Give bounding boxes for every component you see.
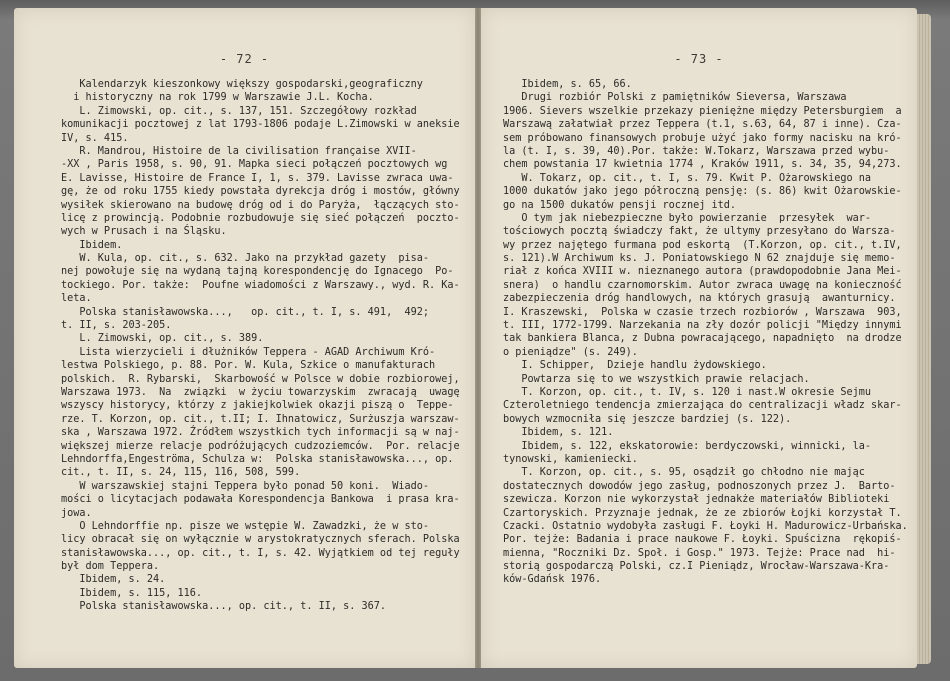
text-line: I. Schipper, Dzieje handlu żydowskiego.	[503, 360, 767, 372]
text-line: Ibidem, s. 115, 116.	[61, 587, 203, 599]
text-line: większej mierze relacje podróżujących cudzoziemców. Por. relacje	[61, 440, 460, 452]
text-line: lestwa Polskiego, p. 88. Por. W. Kula, Szkice o manufakturach	[61, 360, 436, 372]
text-line: snera) o handlu czarnomorskim. Autor zwraca uwagę na konieczność	[503, 279, 902, 291]
text-line: chem powstania 17 kwietnia 1774 , Kraków 1911, s. 34, 35, 94,273.	[503, 159, 902, 171]
text-line: tościowych pocztą świadczy fakt, że ultymy przesyłano do Warsza-	[503, 226, 896, 238]
text-line: W. Tokarz, op. cit., t. I, s. 79. Kwit P. Ożarowskiego na	[503, 172, 872, 184]
text-line: L. Zimowski, op. cit., s. 389.	[61, 333, 264, 345]
text-line: O tym jak niebezpieczne było powierzanie przesyłek war-	[503, 212, 872, 224]
text-line: Lehndorffa,Engeströma, Schulza w: Polska stanisławowska..., op.	[61, 453, 454, 465]
text-line: tak bankiera Blanca, z Dubna powracającego, napadnięto na drodze	[503, 333, 902, 345]
text-line: cit., t. II, s. 24, 115, 116, 508, 599.	[61, 467, 301, 479]
page-edges	[917, 14, 931, 664]
text-line: IV, s. 415.	[61, 132, 129, 144]
text-line: był dom Teppera.	[61, 561, 160, 573]
text-line: Ibidem.	[61, 239, 123, 251]
right-page	[481, 8, 917, 668]
text-line: Ibidem, s. 121.	[503, 427, 614, 439]
text-line: leta.	[61, 293, 92, 305]
text-line: t. II, s. 203-205.	[61, 320, 172, 332]
text-line: szewicza. Korzon nie wykorzystał jednakże materiałów Biblioteki	[503, 494, 890, 506]
text-line: Ibidem, s. 24.	[61, 574, 166, 586]
text-line: wszyscy historycy, którzy z jakiejkolwiek okazji piszą o Teppe-	[61, 400, 454, 412]
text-line: gę, że od roku 1755 kiedy powstała dyrekcja dróg i mostów, główny	[61, 186, 460, 198]
text-line: W. Kula, op. cit., s. 632. Jako na przykład gazety pisa-	[61, 253, 430, 265]
footnotes-text	[503, 78, 908, 587]
footnotes-text	[61, 78, 460, 614]
text-line: nej powołuje się na wydaną tajną korespondencję do Ignacego Po-	[61, 266, 454, 278]
text-line: W warszawskiej stajni Teppera było ponad 50 koni. Wiado-	[61, 480, 430, 492]
text-line: riał z końca XVIII w. nieznanego autora (prawdopodobnie Jana Mei-	[503, 266, 902, 278]
text-line: tockiego. Por. także: Poufne wiadomości z Warszawy., wyd. R. Ka-	[61, 279, 460, 291]
text-line: I. Kraszewski, Polska w czasie trzech rozbiorów , Warszawa 903,	[503, 306, 902, 318]
text-line: go na 1500 dukatów pensji rocznej itd.	[503, 199, 737, 211]
text-line: mości o licytacjach podawała Korespondencja Bankowa i prasa kra-	[61, 494, 460, 506]
text-line: T. Korzon, op. cit., s. 95, osądził go chłodno nie mając	[503, 467, 865, 479]
text-line: Kalendarzyk kieszonkowy większy gospodarski,geograficzny	[61, 79, 423, 90]
page-number: - 72 -	[219, 52, 270, 66]
text-line: jowa.	[61, 507, 92, 519]
text-line: Warszawą załatwiał przez Teppera (t.1, s.63, 64, 87 i inne). Cza-	[503, 119, 902, 131]
left-page	[14, 8, 475, 668]
text-line: ków-Gdańsk 1976.	[503, 574, 602, 586]
text-line: E. Lavisse, Histoire de France I, 1, s. 379. Lavisse zwraca uwa-	[61, 172, 454, 184]
text-line: T. Korzon, op. cit., t. IV, s. 120 i nast.W okresie Sejmu	[503, 386, 872, 398]
text-line: bowych wzmocniła się jeszcze bardziej (s. 122).	[503, 413, 792, 425]
text-line: L. Zimowski, op. cit., s. 137, 151. Szczegółowy rozkład	[61, 105, 417, 117]
text-line: Lista wierzycieli i dłużników Teppera - AGAD Archiwum Kró-	[61, 346, 436, 358]
text-line: sem próbowano finansowych probuje użyć jako formy nacisku na kró-	[503, 132, 902, 144]
text-line: mienna, "Roczniki Dz. Społ. i Gosp." 1973. Tejże: Prace nad hi-	[503, 547, 896, 559]
text-line: t. III, 1772-1799. Narzekania na zły dozór policji "Między innymi	[503, 320, 902, 332]
text-line: polskich. R. Rybarski, Skarbowość w Polsce w dobie rozbiorowej,	[61, 373, 460, 385]
text-line: ska , Warszawa 1972. Źródłem wszystkich tych informacji są w naj-	[61, 427, 460, 439]
text-line: Warszawa 1973. Na związki w życiu towarzyskim zwracają uwagę	[61, 386, 460, 398]
text-line: la (t. I, s. 39, 40).Por. także: W.Tokarz, Warszawa przed wybu-	[503, 145, 890, 157]
text-line: o pieniądze" (s. 249).	[503, 346, 638, 358]
text-line: Ibidem, s. 122, ekskatorowie: berdyczowski, winnicki, la-	[503, 440, 872, 452]
text-line: wych w Prusach i na Śląsku.	[61, 226, 227, 238]
text-line: 1906. Sievers wszelkie przekazy pieniężne między Petersburgiem a	[503, 105, 902, 117]
text-line: Czteroletniego tendencja zmierzająca do centralizacji władz skar-	[503, 400, 902, 412]
text-line: R. Mandrou, Histoire de la civilisation française XVII-	[61, 145, 417, 157]
text-line: stanisławowska..., op. cit., t. I, s. 42. Wyjątkiem od tej reguły	[61, 547, 460, 559]
text-line: licę z prowincją. Podobnie rozbudowuje się sieć połączeń poczto-	[61, 212, 460, 224]
text-line: wysiłek skierowano na budowę dróg od i do Paryża, łączących sto-	[61, 199, 460, 211]
text-line: komunikacji pocztowej z lat 1793-1806 podaje L.Zimowski w aneksie	[61, 119, 460, 131]
text-line: 1000 dukatów jako jego półroczną pensję: (s. 86) kwit Ożarowskie-	[503, 186, 902, 198]
text-line: Czartoryskich. Przyznaje jednak, że ze zbiorów Łojki korzystał T.	[503, 507, 902, 519]
text-line: licy obracał się on wyłącznie w arystokratycznych sferach. Polska	[61, 534, 460, 546]
text-line: O Lehndorffie np. pisze we wstępie W. Zawadzki, że w sto-	[61, 520, 430, 532]
text-line: -XX , Paris 1958, s. 90, 91. Mapka sieci połączeń pocztowych wg	[61, 159, 448, 171]
text-line: Czacki. Ostatnio wydobyła zasługi F. Łoyki H. Madurowicz-Urbańska.	[503, 520, 908, 532]
text-line: Por. tejże: Badania i prace naukowe F. Łoyki. Spuścizna rękopiś-	[503, 534, 902, 546]
text-line: dostatecznych dowodów jego zasług, podnoszonych przez J. Barto-	[503, 480, 896, 492]
page-number: - 73 -	[674, 52, 724, 66]
text-line: zabezpieczenia dróg handlowych, na których grasują awanturnicy.	[503, 293, 896, 305]
text-line: tynowski, kamieniecki.	[503, 453, 638, 465]
text-line: Ibidem, s. 65, 66.	[503, 79, 632, 90]
text-line: Drugi rozbiór Polski z pamiętników Sieversa, Warszawa	[503, 92, 847, 104]
text-line: Polska stanisławowska..., op. cit., t. I, s. 491, 492;	[61, 306, 430, 318]
text-line: rze. T. Korzon, op. cit., t.II; I. Ihnatowicz, Surżuszja warszaw-	[61, 413, 460, 425]
text-line: wy przez najętego furmana pod eskortą (T.Korzon, op. cit., t.IV,	[503, 239, 902, 251]
text-line: storią gospodarczą Polski, cz.I Pieniądz, Wrocław-Warszawa-Kra-	[503, 561, 890, 573]
text-line: s. 121).W Archiwum ks. J. Poniatowskiego N 62 znajduje się memo-	[503, 253, 896, 265]
text-line: i historyczny na rok 1799 w Warszawie J.L. Kocha.	[61, 92, 374, 104]
text-line: Powtarza się to we wszystkich prawie relacjach.	[503, 373, 810, 385]
text-line: Polska stanisławowska..., op. cit., t. II, s. 367.	[61, 601, 387, 613]
